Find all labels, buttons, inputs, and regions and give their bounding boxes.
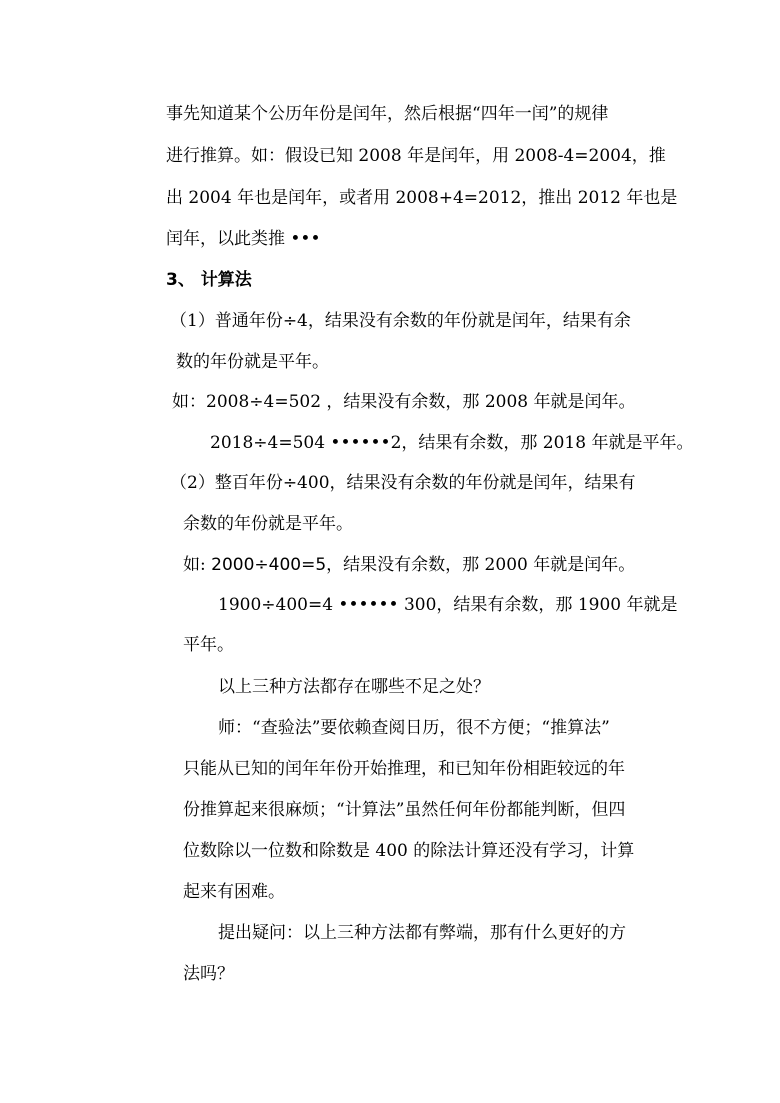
- teacher-line-4: 位数除以一位数和除数是 400 的除法计算还没有学习，计算: [183, 841, 635, 861]
- item-2-example-1-suffix: ，结果没有余数，那 2000 年就是闰年。: [326, 555, 636, 575]
- item-1-example-1: 如：2008÷4=502 ，结果没有余数，那 2008 年就是闰年。: [172, 392, 636, 412]
- teacher-line-3: 份推算起来很麻烦；“计算法”虽然任何年份都能判断，但四: [183, 800, 626, 820]
- intro-line-3: 出 2004 年也是闰年，或者用 2008+4=2012，推出 2012 年也是: [166, 188, 678, 208]
- doubt-line-2: 法吗？: [183, 964, 234, 984]
- teacher-line-5: 起来有困难。: [183, 882, 285, 902]
- teacher-line-1: 师：“查验法”要依赖查阅日历，很不方便；“推算法”: [218, 718, 610, 738]
- item-2-line-1: （2）整百年份÷400，结果没有余数的年份就是闰年，结果有: [170, 473, 636, 493]
- item-2-example-2-line-2: 平年。: [183, 635, 234, 655]
- item-1-line-2: 数的年份就是平年。: [176, 352, 329, 372]
- item-2-line-2: 余数的年份就是平年。: [183, 514, 353, 534]
- intro-line-4: 闰年，以此类推 •••: [166, 229, 321, 249]
- section-3-heading: 3、 计算法: [166, 270, 252, 290]
- intro-line-1: 事先知道某个公历年份是闰年，然后根据“四年一闰”的规律: [166, 104, 609, 124]
- question-paragraph: 以上三种方法都存在哪些不足之处？: [218, 677, 490, 697]
- item-1-line-1: （1）普通年份÷4，结果没有余数的年份就是闰年，结果有余: [170, 311, 631, 331]
- item-2-example-1-prefix: 如:: [183, 555, 212, 575]
- item-2-example-2-line-1: 1900÷400=4 •••••• 300，结果有余数，那 1900 年就是: [218, 595, 678, 615]
- item-2-example-1-formula: 2000÷400=5: [211, 555, 327, 575]
- item-2-example-1: [183, 553, 635, 577]
- item-1-example-2: 2018÷4=504 ••••••2，结果有余数，那 2018 年就是平年。: [210, 433, 694, 453]
- teacher-line-2: 只能从已知的闰年年份开始推理，和已知年份相距较远的年: [183, 759, 625, 779]
- intro-line-2: 进行推算。如：假设已知 2008 年是闰年，用 2008-4=2004，推: [166, 146, 666, 166]
- doubt-line-1: 提出疑问：以上三种方法都有弊端，那有什么更好的方: [218, 923, 626, 943]
